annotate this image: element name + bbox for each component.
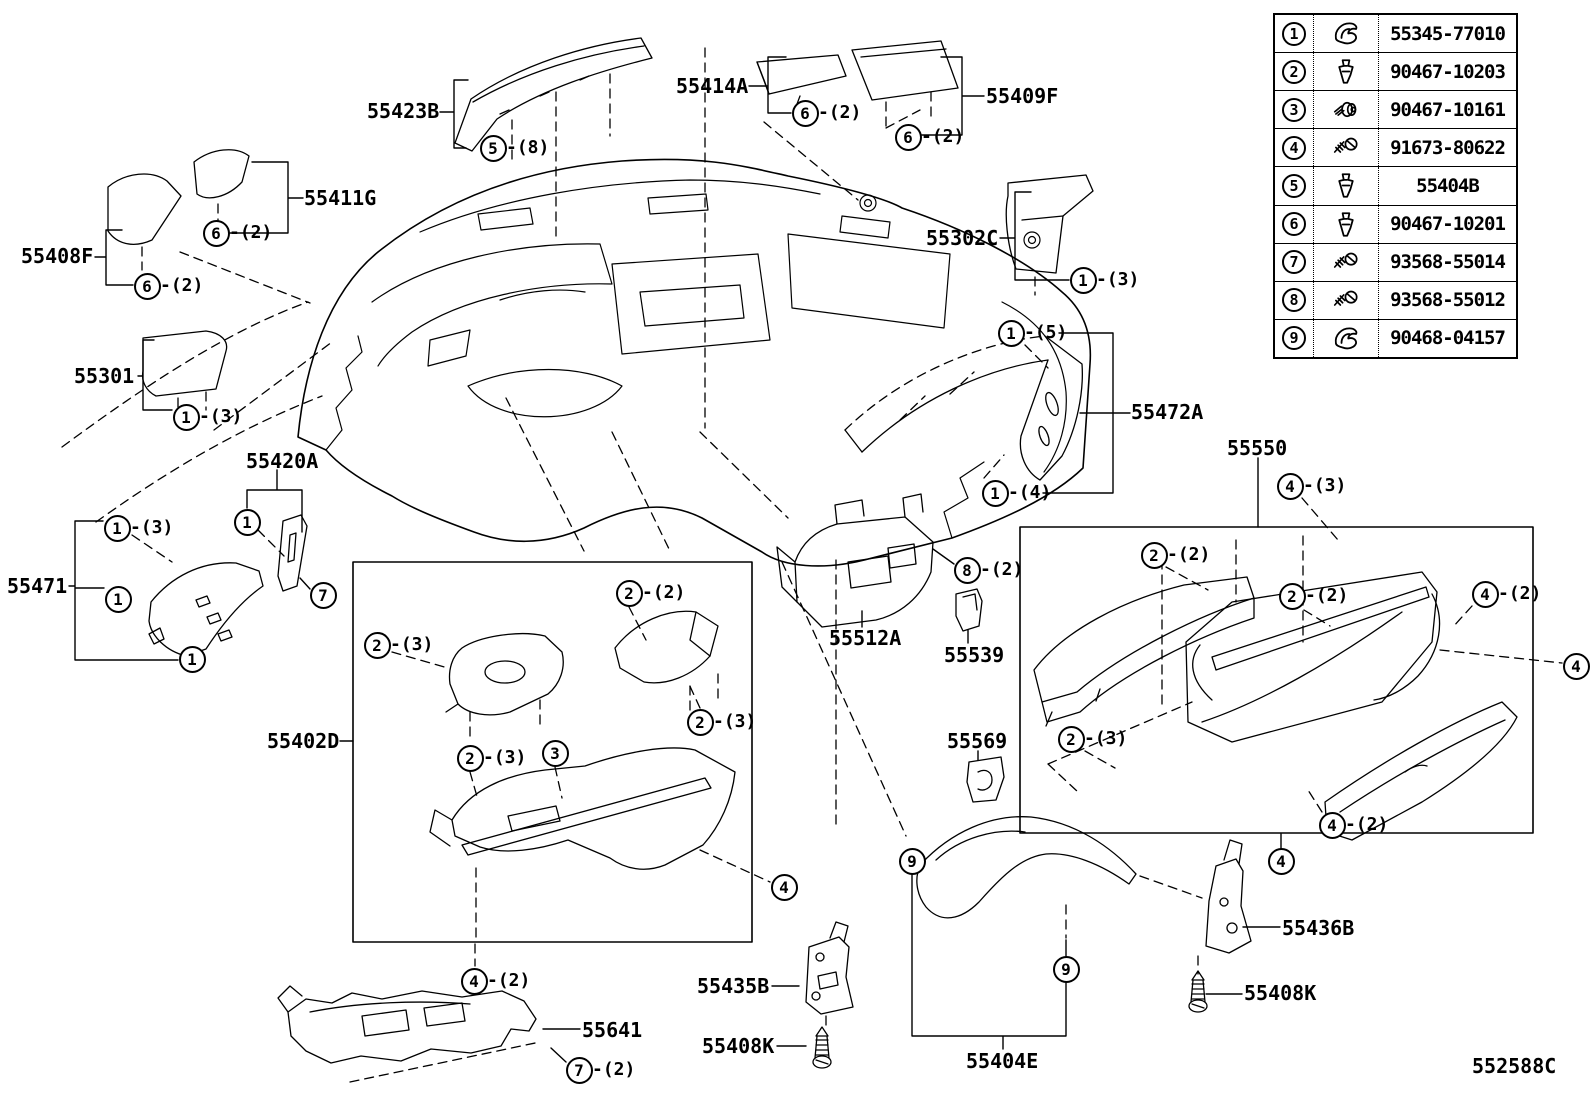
part-label-55409f[interactable]: 55409F	[986, 84, 1059, 108]
callout-4-29[interactable]: 4	[1268, 848, 1295, 875]
callout-1-8[interactable]: 1	[179, 646, 206, 673]
ref-number-cell	[1275, 320, 1314, 357]
parts-table-row-1[interactable]	[1275, 15, 1516, 53]
callout-8-14[interactable]: 8	[954, 557, 981, 584]
parts-table-row-2[interactable]	[1275, 53, 1516, 91]
callout-6-1[interactable]: 6	[792, 100, 819, 127]
part-number: 55345-77010	[1390, 22, 1505, 45]
part-number: 90467-10161	[1390, 98, 1505, 121]
callout-qty-1-12: -(5)	[1024, 322, 1068, 343]
ref-number-cell	[1275, 206, 1314, 243]
ref-number-cell	[1275, 129, 1314, 166]
callout-qty-6-3: -(2)	[229, 222, 273, 243]
callout-qty-5-0: -(8)	[506, 137, 550, 158]
callout-6-2[interactable]: 6	[895, 124, 922, 151]
callout-6-3[interactable]: 6	[203, 220, 230, 247]
clip-snap-icon	[1314, 53, 1379, 90]
callout-1-13[interactable]: 1	[982, 480, 1009, 507]
ref-number-cell	[1275, 167, 1314, 204]
part-number: 93568-55012	[1390, 289, 1505, 312]
part-number: 55404B	[1416, 174, 1479, 197]
callout-qty-1-13: -(4)	[1008, 482, 1052, 503]
instrument-panel-drawing	[298, 159, 1090, 566]
parts-table-row-3[interactable]	[1275, 91, 1516, 129]
screw-icon	[1314, 129, 1379, 166]
part-label-55641[interactable]: 55641	[582, 1018, 643, 1042]
part-label-55512a[interactable]: 55512A	[829, 626, 902, 650]
callout-2-23[interactable]: 2	[1141, 542, 1168, 569]
parts-table-row-9[interactable]	[1275, 320, 1516, 357]
clip-curved-icon	[1314, 15, 1379, 52]
part-label-55414a[interactable]: 55414A	[676, 74, 749, 98]
callout-qty-2-24: -(2)	[1305, 585, 1349, 606]
callout-qty-1-11: -(3)	[1096, 269, 1140, 290]
callout-qty-2-26: -(3)	[1084, 728, 1128, 749]
ref-number-circle: 1	[1282, 22, 1306, 46]
callout-qty-1-6: -(3)	[130, 517, 174, 538]
part-number: 91673-80622	[1390, 136, 1505, 159]
parts-reference-table	[1273, 13, 1518, 359]
callout-qty-2-17: -(3)	[713, 711, 757, 732]
callout-qty-2-18: -(3)	[483, 747, 527, 768]
parts-table-row-7[interactable]	[1275, 244, 1516, 282]
callout-qty-4-27: -(2)	[1345, 814, 1389, 835]
callout-7-10[interactable]: 7	[310, 582, 337, 609]
callout-2-15[interactable]: 2	[364, 632, 391, 659]
callout-9-31[interactable]: 9	[1053, 956, 1080, 983]
callout-qty-4-25: -(2)	[1498, 583, 1542, 604]
callout-qty-6-2: -(2)	[921, 126, 965, 147]
callout-qty-2-16: -(2)	[642, 582, 686, 603]
part-label-55423b[interactable]: 55423B	[367, 99, 440, 123]
parts-table-row-5[interactable]	[1275, 167, 1516, 205]
callout-1-9[interactable]: 1	[234, 509, 261, 536]
part-label-55402d[interactable]: 55402D	[267, 729, 340, 753]
ref-number-cell	[1275, 282, 1314, 319]
part-number: 90467-10201	[1390, 213, 1505, 236]
part-label-55302c[interactable]: 55302C	[926, 226, 999, 250]
callout-2-17[interactable]: 2	[687, 709, 714, 736]
part-label-55408k[interactable]: 55408K	[1244, 981, 1317, 1005]
parts-table-row-8[interactable]	[1275, 282, 1516, 320]
ref-number-circle: 5	[1282, 174, 1306, 198]
callout-qty-4-22: -(3)	[1303, 475, 1347, 496]
ref-number-circle: 3	[1282, 98, 1306, 122]
callout-1-7[interactable]: 1	[105, 586, 132, 613]
ref-number-cell	[1275, 244, 1314, 281]
callout-qty-2-23: -(2)	[1167, 544, 1211, 565]
part-label-55411g[interactable]: 55411G	[304, 186, 377, 210]
callout-4-28[interactable]: 4	[1563, 653, 1590, 680]
screw-icon	[1314, 244, 1379, 281]
diagram-doc-code: 552588C	[1472, 1054, 1557, 1078]
callout-4-22[interactable]: 4	[1277, 473, 1304, 500]
parts-table-row-6[interactable]	[1275, 206, 1516, 244]
callout-qty-8-14: -(2)	[980, 559, 1024, 580]
ref-number-cell	[1275, 15, 1314, 52]
callout-qty-7-32: -(2)	[592, 1059, 636, 1080]
ref-number-cell	[1275, 91, 1314, 128]
part-label-55404e[interactable]: 55404E	[966, 1049, 1039, 1073]
callout-qty-2-15: -(3)	[390, 634, 434, 655]
ref-number-circle: 6	[1282, 212, 1306, 236]
callout-7-32[interactable]: 7	[566, 1057, 593, 1084]
part-label-55569[interactable]: 55569	[947, 729, 1008, 753]
clip-snap-icon	[1314, 167, 1379, 204]
callout-9-30[interactable]: 9	[899, 848, 926, 875]
callout-4-27[interactable]: 4	[1319, 812, 1346, 839]
callout-1-12[interactable]: 1	[998, 320, 1025, 347]
ref-number-circle: 2	[1282, 60, 1306, 84]
callout-qty-4-21: -(2)	[487, 970, 531, 991]
callout-2-24[interactable]: 2	[1279, 583, 1306, 610]
callout-2-16[interactable]: 2	[616, 580, 643, 607]
callout-4-21[interactable]: 4	[461, 968, 488, 995]
callout-qty-1-5: -(3)	[199, 406, 243, 427]
part-number: 93568-55014	[1390, 251, 1505, 274]
ref-number-circle: 8	[1282, 288, 1306, 312]
callout-5-0[interactable]: 5	[480, 135, 507, 162]
part-label-55435b[interactable]: 55435B	[697, 974, 770, 998]
part-label-55472a[interactable]: 55472A	[1131, 400, 1204, 424]
ref-number-circle: 4	[1282, 136, 1306, 160]
callout-3-19[interactable]: 3	[542, 740, 569, 767]
part-label-55471[interactable]: 55471	[7, 574, 68, 598]
part-label-55436b[interactable]: 55436B	[1282, 916, 1355, 940]
callout-1-11[interactable]: 1	[1070, 267, 1097, 294]
part-label-55408f[interactable]: 55408F	[21, 244, 94, 268]
part-number: 90468-04157	[1390, 327, 1505, 350]
ref-number-circle: 7	[1282, 250, 1306, 274]
clip-curved-icon	[1314, 320, 1379, 357]
parts-table-row-4[interactable]	[1275, 129, 1516, 167]
leader-lines	[69, 57, 1281, 1062]
callout-qty-6-4: -(2)	[160, 275, 204, 296]
callout-2-26[interactable]: 2	[1058, 726, 1085, 753]
screw-grommet-icon	[1314, 91, 1379, 128]
callout-1-6[interactable]: 1	[104, 515, 131, 542]
ref-number-cell	[1275, 53, 1314, 90]
ref-number-circle: 9	[1282, 326, 1306, 350]
callout-2-18[interactable]: 2	[457, 745, 484, 772]
part-label-55550[interactable]: 55550	[1227, 436, 1288, 460]
callout-1-5[interactable]: 1	[173, 404, 200, 431]
part-label-55408k[interactable]: 55408K	[702, 1034, 775, 1058]
screw-icon	[1314, 282, 1379, 319]
callout-6-4[interactable]: 6	[134, 273, 161, 300]
callout-qty-6-1: -(2)	[818, 102, 862, 123]
part-label-55420a[interactable]: 55420A	[246, 449, 319, 473]
clip-snap-icon	[1314, 206, 1379, 243]
part-label-55539[interactable]: 55539	[944, 643, 1005, 667]
callout-4-25[interactable]: 4	[1472, 581, 1499, 608]
part-label-55301[interactable]: 55301	[74, 364, 135, 388]
callout-4-20[interactable]: 4	[771, 874, 798, 901]
part-number: 90467-10203	[1390, 60, 1505, 83]
box-55550	[1020, 527, 1533, 833]
